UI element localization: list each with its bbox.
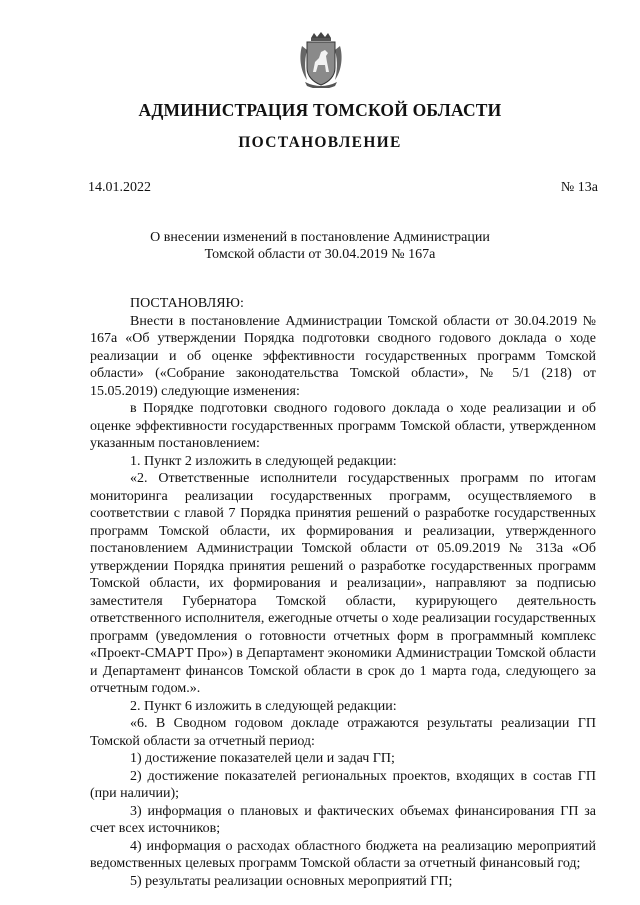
body-paragraph: Внести в постановление Администрации Томской области от 30.04.2019 № 167а «Об утверждении Порядка подготовки сводного годового доклада о ходе реализации и об оценке эффективности государственных программ Томской области» («Собрание законодательства Томской области», № 5/1 (218) от 15.05.2019) следующие изменения: <box>90 313 596 399</box>
subject-line: Томской области от 30.04.2019 № 167а <box>204 247 436 262</box>
document-type-heading: ПОСТАНОВЛЕНИЕ <box>238 134 402 151</box>
document-number: № 13а <box>560 180 598 195</box>
body-paragraph: «2. Ответственные исполнители государственных программ по итогам мониторинга реализации государственных программ, осуществляемого в соответствии с главой 7 Порядка принятия решений о разработке государственных программ Томской области, их формирования и реализации, утвержденного постановлением Администрации Томской области от 05.09.2019 № 313а «Об утверждении Порядка принятия решений о разработке государственных программ Томской области, их формирования и реализации», направляют за подписью заместителя Губернатора Томской области, курирующего деятельность ответственного исполнителя, ежегодные отчеты о ходе реализации государственных программ (уведомления о готовности отчетных форм в программный комплекс «Проект-СМАРТ Про») в Департамент экономики Администрации Томской области и Департамент финансов Томской области в срок до 1 марта года, следующего за отчетным годом.». <box>90 471 596 696</box>
tomsk-coat-of-arms-icon <box>299 32 343 88</box>
body-paragraph: 3) информация о плановых и фактических объемах финансирования ГП за счет всех источников; <box>90 803 596 836</box>
organization-title: АДМИНИСТРАЦИЯ ТОМСКОЙ ОБЛАСТИ <box>138 100 502 120</box>
body-paragraph: 1) достижение показателей цели и задач ГП; <box>130 751 395 766</box>
body-paragraph: 1. Пункт 2 изложить в следующей редакции: <box>130 453 397 469</box>
document-body <box>90 295 596 890</box>
body-paragraph: 2) достижение показателей региональных проектов, входящих в состав ГП (при наличии); <box>90 768 596 801</box>
body-paragraph: «6. В Сводном годовом докладе отражаются результаты реализации ГП Томской области за отчетный период: <box>90 716 596 749</box>
body-paragraph: 4) информация о расходах областного бюджета на реализацию мероприятий ведомственных целевых программ Томской области за отчетный финансовый год; <box>90 838 596 871</box>
body-paragraph: 5) результаты реализации основных мероприятий ГП; <box>130 873 453 889</box>
document-subject <box>120 229 520 263</box>
subject-line: О внесении изменений в постановление Администрации <box>150 230 490 245</box>
document-date: 14.01.2022 <box>88 180 151 195</box>
decree-heading: ПОСТАНОВЛЯЮ: <box>130 296 244 311</box>
body-paragraph: 2. Пункт 6 изложить в следующей редакции: <box>130 698 397 714</box>
body-paragraph: в Порядке подготовки сводного годового доклада о ходе реализации и об оценке эффективности государственных программ Томской области, утвержденном указанным постановлением: <box>90 401 596 451</box>
